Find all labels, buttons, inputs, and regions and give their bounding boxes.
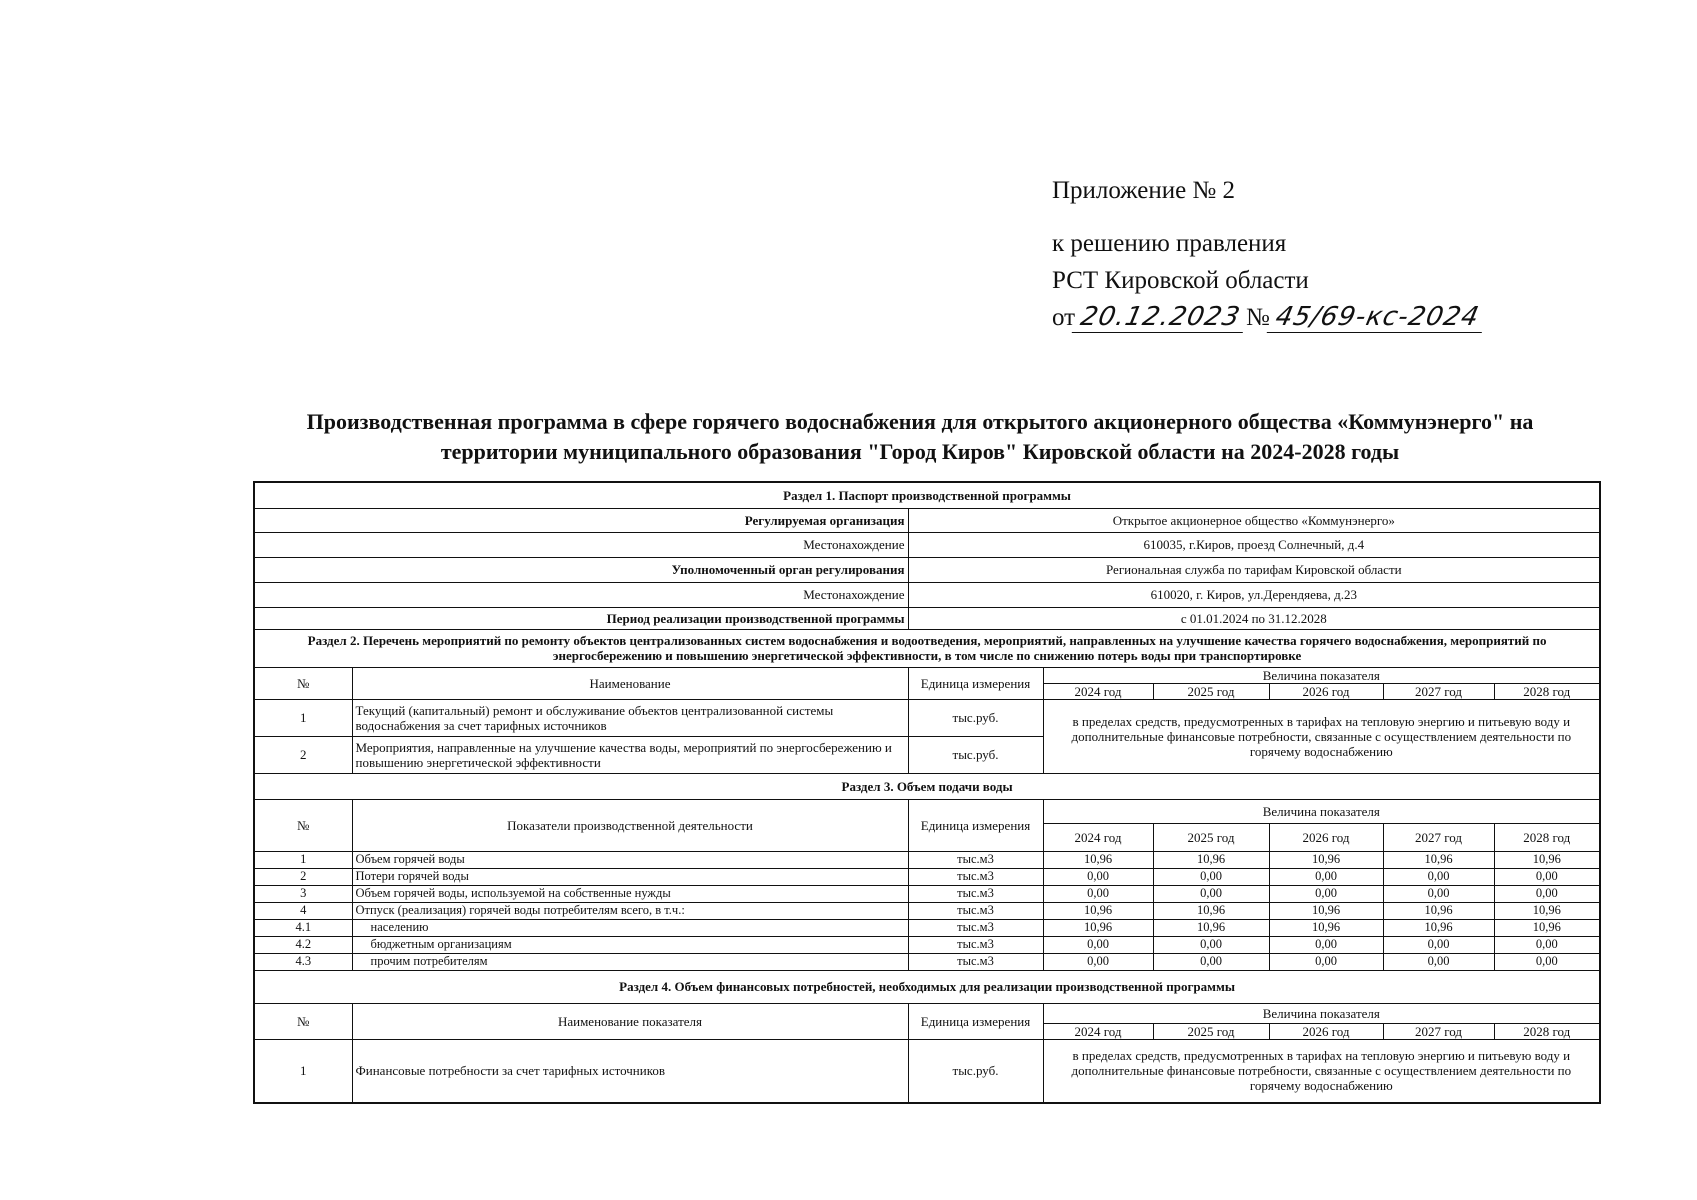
row-number: 2 [254,736,352,773]
section2-colhead-row [254,667,1600,683]
table-row [254,851,1600,868]
row-number: 1 [254,851,352,868]
col-value: Величина показателя [1043,799,1600,823]
row-name: Объем горячей воды [352,851,908,868]
col-value: Величина показателя [1043,1003,1600,1023]
section1-row [254,532,1600,557]
row-number: 1 [254,1039,352,1103]
s1-label: Уполномоченный орган регулирования [254,557,908,582]
section2-row [254,699,1600,736]
section1-row [254,607,1600,629]
section3-header-row [254,773,1600,799]
appendix-authority: РСТ Кировской области [1052,267,1309,294]
value-cell: 10,96 [1269,902,1383,919]
value-cell: 0,00 [1043,868,1153,885]
row-name: Текущий (капитальный) ремонт и обслуживание объектов централизованной системы водоснабжения за счет тарифных источников [352,699,908,736]
year-cell: 2026 год [1269,1023,1383,1039]
row-unit: тыс.м3 [908,919,1043,936]
value-cell: 0,00 [1269,868,1383,885]
program-table [253,481,1601,1104]
col-unit: Единица измерения [908,667,1043,699]
row-name: Финансовые потребности за счет тарифных источников [352,1039,908,1103]
row-unit: тыс.м3 [908,851,1043,868]
year-cell: 2028 год [1494,1023,1600,1039]
value-cell: 0,00 [1043,953,1153,970]
value-cell: 10,96 [1043,902,1153,919]
section1-row [254,557,1600,582]
row-name: населению [352,919,908,936]
row-name: бюджетным организациям [352,936,908,953]
table-row [254,868,1600,885]
section4-row [254,1039,1600,1103]
document-title [240,407,1600,467]
table-row [254,936,1600,953]
s1-label: Период реализации производственной программы [254,607,908,629]
row-unit: тыс.м3 [908,885,1043,902]
handwritten-date: 20.12.2023 [1072,302,1249,333]
row-number: 4.1 [254,919,352,936]
year-cell: 2027 год [1383,683,1494,699]
year-cell: 2024 год [1043,1023,1153,1039]
value-cell: 0,00 [1494,885,1600,902]
value-cell: 0,00 [1153,936,1269,953]
row-name: Отпуск (реализация) горячей воды потребителям всего, в т.ч.: [352,902,908,919]
row-number: 4 [254,902,352,919]
section1-header: Раздел 1. Паспорт производственной программы [254,482,1600,508]
value-cell: 0,00 [1153,953,1269,970]
section4-header: Раздел 4. Объем финансовых потребностей, необходимых для реализации производственной программы [254,970,1600,1003]
col-name: Наименование [352,667,908,699]
year-cell: 2026 год [1269,683,1383,699]
s1-value: 610035, г.Киров, проезд Солнечный, д.4 [908,532,1600,557]
value-cell: 0,00 [1269,953,1383,970]
row-number: 1 [254,699,352,736]
value-cell: 0,00 [1494,936,1600,953]
col-name: Наименование показателя [352,1003,908,1039]
s1-label: Регулируемая организация [254,508,908,532]
row-number: 4.3 [254,953,352,970]
section1-header-row [254,482,1600,508]
value-cell: 0,00 [1494,953,1600,970]
row-unit: тыс.м3 [908,953,1043,970]
value-cell: 0,00 [1269,936,1383,953]
year-cell: 2027 год [1383,823,1494,851]
value-cell: 0,00 [1269,885,1383,902]
appendix-number: Приложение № 2 [1052,177,1236,204]
value-cell: 10,96 [1043,919,1153,936]
s1-label: Местонахождение [254,582,908,607]
section2-header: Раздел 2. Перечень мероприятий по ремонту объектов централизованных систем водоснабжения и водоотведения, мероприятий, направленных на улучшение качества горячего водоснабжения, мероприятий по энергосбережению и повышению энергетической эффективности, в том числе по снижению потерь воды при транспортировке [254,629,1600,667]
s1-label: Местонахождение [254,532,908,557]
row-name: Потери горячей воды [352,868,908,885]
section4-header-row [254,970,1600,1003]
row-name: Объем горячей воды, используемой на собственные нужды [352,885,908,902]
section1-row [254,582,1600,607]
section2-header-row [254,629,1600,667]
value-cell: 0,00 [1383,936,1494,953]
col-number: № [254,667,352,699]
merged-note: в пределах средств, предусмотренных в тарифах на тепловую энергию и питьевую воду и дополнительные финансовые потребности, связанные с осуществлением деятельности по горячему водоснабжению [1043,1039,1600,1103]
value-cell: 0,00 [1153,868,1269,885]
s1-value: Региональная служба по тарифам Кировской области [908,557,1600,582]
appendix-date-line [1052,299,1485,336]
section3-body [254,851,1600,970]
section3-colhead-row [254,799,1600,823]
row-unit: тыс.руб. [908,1039,1043,1103]
year-cell: 2025 год [1153,1023,1269,1039]
title-line-1: Производственная программа в сфере горячего водоснабжения для открытого акционерного общества «Коммунэнерго" на [306,409,1534,434]
value-cell: 10,96 [1383,902,1494,919]
col-unit: Единица измерения [908,1003,1043,1039]
appendix-decision: к решению правления [1052,230,1287,257]
value-cell: 10,96 [1383,919,1494,936]
row-unit: тыс.м3 [908,902,1043,919]
appendix-block [1052,172,1485,336]
table-row [254,953,1600,970]
value-cell: 10,96 [1153,851,1269,868]
row-unit: тыс.руб. [908,699,1043,736]
value-cell: 10,96 [1043,851,1153,868]
year-cell: 2025 год [1153,823,1269,851]
row-name: Мероприятия, направленные на улучшение качества воды, мероприятий по энергосбережению и повышению энергетической эффективности [352,736,908,773]
title-line-2: территории муниципального образования "Город Киров" Кировской области на 2024-2028 годы [440,439,1400,464]
year-cell: 2028 год [1494,823,1600,851]
section3-header: Раздел 3. Объем подачи воды [254,773,1600,799]
year-cell: 2025 год [1153,683,1269,699]
col-number: № [254,799,352,851]
s1-value: 610020, г. Киров, ул.Дерендяева, д.23 [908,582,1600,607]
appendix-from: от [1052,304,1076,331]
col-number: № [254,1003,352,1039]
value-cell: 10,96 [1383,851,1494,868]
year-cell: 2024 год [1043,823,1153,851]
col-value: Величина показателя [1043,667,1600,683]
value-cell: 0,00 [1494,868,1600,885]
year-cell: 2028 год [1494,683,1600,699]
row-unit: тыс.м3 [908,936,1043,953]
row-number: 2 [254,868,352,885]
section1-row [254,508,1600,532]
col-unit: Единица измерения [908,799,1043,851]
row-number: 3 [254,885,352,902]
value-cell: 10,96 [1269,851,1383,868]
value-cell: 0,00 [1153,885,1269,902]
value-cell: 0,00 [1383,885,1494,902]
value-cell: 0,00 [1043,936,1153,953]
row-unit: тыс.руб. [908,736,1043,773]
table-row [254,885,1600,902]
value-cell: 0,00 [1043,885,1153,902]
year-cell: 2024 год [1043,683,1153,699]
appendix-num-sign: № [1245,304,1270,331]
col-name: Показатели производственной деятельности [352,799,908,851]
value-cell: 0,00 [1383,868,1494,885]
row-unit: тыс.м3 [908,868,1043,885]
merged-note: в пределах средств, предусмотренных в тарифах на тепловую энергию и питьевую воду и дополнительные финансовые потребности, связанные с осуществлением деятельности по горячему водоснабжению [1043,699,1600,773]
s1-value: с 01.01.2024 по 31.12.2028 [908,607,1600,629]
value-cell: 0,00 [1383,953,1494,970]
row-name: прочим потребителям [352,953,908,970]
value-cell: 10,96 [1269,919,1383,936]
table-row [254,919,1600,936]
year-cell: 2026 год [1269,823,1383,851]
value-cell: 10,96 [1153,919,1269,936]
value-cell: 10,96 [1494,902,1600,919]
table-row [254,902,1600,919]
year-cell: 2027 год [1383,1023,1494,1039]
section4-colhead-row [254,1003,1600,1023]
handwritten-number: 45/69-кс-2024 [1267,302,1488,333]
value-cell: 10,96 [1494,919,1600,936]
s1-value: Открытое акционерное общество «Коммунэнерго» [908,508,1600,532]
value-cell: 10,96 [1153,902,1269,919]
row-number: 4.2 [254,936,352,953]
value-cell: 10,96 [1494,851,1600,868]
